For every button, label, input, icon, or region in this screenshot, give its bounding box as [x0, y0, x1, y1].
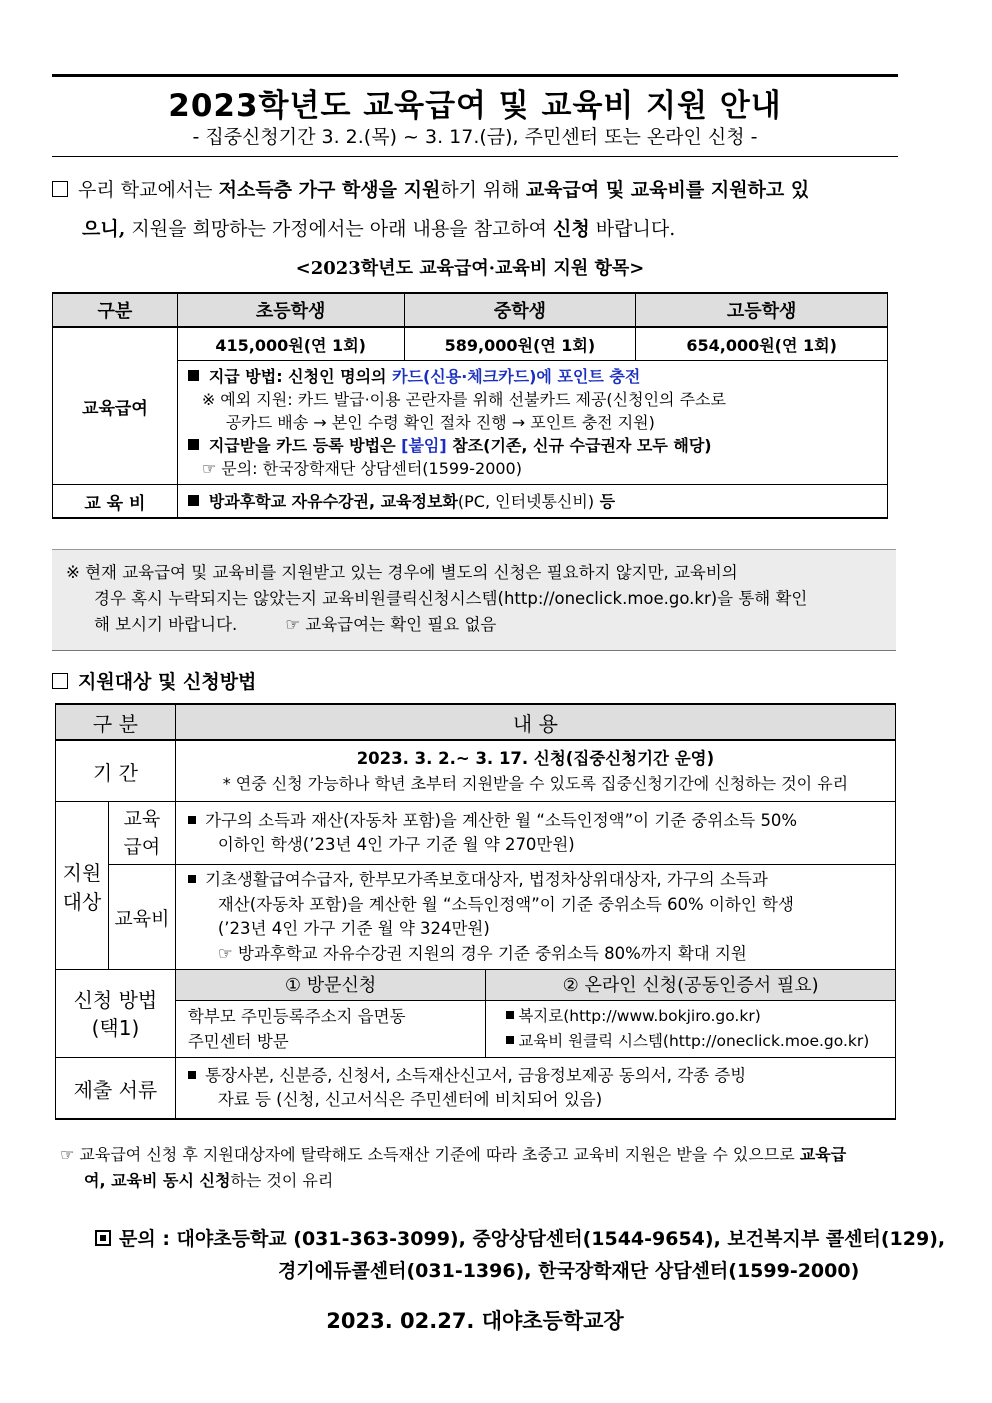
intro-text: 우리 학교에서는 [78, 179, 219, 201]
period-note: * 연중 신청 가능하나 학년 초부터 지원받을 수 있도록 집중신청기간에 신청하는 것이 유리 [222, 774, 849, 793]
square-bullet-icon [188, 495, 199, 506]
notice-line-2: 경우 혹시 누락되지는 않았는지 교육비원클릭신청시스템(http://oneclick.moe.go.kr)을 통해 확인 [94, 589, 808, 608]
footnote-emphasis: 교육급 [799, 1145, 847, 1164]
notice-line-3 [94, 612, 496, 637]
sub-label-text: 교육 [123, 808, 161, 830]
target-label [56, 802, 109, 970]
intro-text: 하기 위해 [440, 179, 526, 201]
pay-method-text: 지급 방법: 신청인 명의의 [208, 367, 393, 386]
inquiry-line: ☞ 문의: 한국장학재단 상담센터(1599-2000) [201, 459, 522, 478]
amount-row [53, 327, 888, 361]
edu-cost-label: 교 육 비 [53, 485, 178, 519]
edu-cost-row [53, 485, 888, 519]
edu-benefit-sub-label [108, 802, 175, 865]
intro-emphasis: 신청 [553, 218, 590, 240]
edu-cost-desc-1 [188, 868, 895, 893]
inquiry-square-icon [95, 1230, 111, 1246]
support-table-caption: <2023학년도 교육급여·교육비 지원 항목> [295, 258, 645, 279]
visit-text: 학부모 주민등록주소지 읍면동 [187, 1007, 406, 1026]
amount-middle: 589,000원(연 1회) [404, 327, 636, 361]
edu-cost-detail [177, 485, 887, 519]
footnote-text: ☞ 교육급여 신청 후 지원대상자에 탈락해도 소득재산 기준에 따라 초중고 교육비 지원은 받을 수 있으므로 [60, 1145, 800, 1164]
period-label: 기 간 [56, 740, 176, 802]
edu-cost-text: 방과후학교 자유수강권, 교육정보화 [208, 491, 458, 511]
edu-benefit-label: 교육급여 [53, 327, 178, 485]
footnote-line-2 [60, 1168, 950, 1194]
pay-method-highlight: 카드(신용·체크카드)에 포인트 충전 [392, 367, 641, 386]
docs-detail [175, 1058, 895, 1120]
intro-emphasis: 으니, [82, 218, 126, 240]
edu-cost-desc-4: ☞ 방과후학교 자유수강권 지원의 경우 기준 중위소득 80%까지 확대 지원 [217, 943, 747, 963]
desc-text: 가구의 소득과 재산(자동차 포함)을 계산한 월 “소득인정액”이 기준 중위소득 50% [205, 810, 798, 830]
docs-line-2: 자료 등 (신청, 신고서식은 주민센터에 비치되어 있음) [217, 1090, 603, 1109]
edu-benefit-desc-2: 이하인 학생(’23년 4인 가구 기준 월 약 270만원) [217, 835, 575, 854]
apply-method-header-row [56, 970, 896, 1001]
target-table [55, 703, 896, 1120]
edu-benefit-detail [177, 361, 887, 485]
exception-line-2: 공카드 배송 → 본인 수령 확인 절차 진행 → 포인트 충전 지원) [225, 413, 655, 432]
contact-line-2: 경기에듀콜센터(031-1396), 한국장학재단 상담센터(1599-2000) [278, 1260, 860, 1282]
target-label-text: 대상 [62, 889, 102, 914]
oneclick-link[interactable] [506, 1029, 895, 1054]
square-bullet-icon [188, 370, 199, 381]
notice-text: 해 보시기 바랍니다. [94, 615, 238, 634]
edu-cost-desc-3: (’23년 4인 가구 기준 월 약 324만원) [217, 919, 490, 938]
page-title: 2023학년도 교육급여 및 교육비 지원 안내 [168, 88, 782, 124]
edu-benefit-target-detail [175, 802, 895, 865]
edu-cost-target-row [56, 865, 896, 970]
square-bullet-icon [506, 1036, 514, 1044]
footnote-text: 하는 것이 유리 [230, 1171, 334, 1190]
edu-benefit-target-row [56, 802, 896, 865]
column-header: 고등학생 [636, 293, 888, 327]
register-text: 지급받을 카드 등록 방법은 [208, 436, 402, 455]
target-label-text: 지원 [62, 860, 102, 885]
apply-label-text: (택1) [91, 1015, 140, 1040]
page-subtitle: - 집중신청기간 3. 2.(목) ~ 3. 17.(금), 주민센터 또는 온라인 신청 - [192, 126, 758, 148]
square-bullet-icon [188, 439, 199, 450]
sub-label-text: 급여 [123, 836, 161, 858]
column-header: 구 분 [56, 704, 176, 740]
section-title-text: 지원대상 및 신청방법 [78, 671, 257, 693]
edu-cost-text: 등 [594, 491, 616, 511]
attachment-ref: [붙임] [401, 436, 447, 455]
signature: 2023. 02.27. 대야초등학교장 [326, 1309, 624, 1333]
period-detail [175, 740, 895, 802]
intro-text: 바랍니다. [589, 218, 676, 240]
checkbox-bullet-icon [52, 673, 68, 689]
footnote-emphasis: 여, 교육비 동시 신청 [84, 1171, 231, 1190]
square-bullet-icon [506, 1011, 514, 1019]
intro-line-2 [82, 214, 942, 241]
target-table-header [56, 704, 896, 740]
square-bullet-icon [188, 1071, 196, 1079]
intro-line-1 [52, 175, 952, 202]
register-text: 참조(기존, 신규 수급권자 모두 해당) [446, 436, 712, 455]
edu-cost-sub-label: 교육비 [108, 865, 175, 970]
exception-line-1: ※ 예외 지원: 카드 발급·이용 곤란자를 위해 선불카드 제공(신청인의 주소로 [201, 390, 726, 409]
intro-emphasis: 교육급여 및 교육비를 지원하고 있 [525, 179, 810, 201]
square-bullet-icon [188, 875, 196, 883]
docs-text: 통장사본, 신분증, 신청서, 소득재산신고서, 금융정보제공 동의서, 각종 증빙 [205, 1065, 747, 1085]
section-title [52, 667, 256, 694]
bokjiro-link[interactable] [506, 1004, 895, 1029]
support-table-header [53, 293, 888, 327]
link-text: 교육비 원클릭 시스템(http://oneclick.moe.go.kr) [518, 1032, 870, 1050]
contact-text: 문의 : 대야초등학교 (031-363-3099), 중앙상담센터(1544-9654), 보건복지부 콜센터(129), [119, 1228, 946, 1250]
square-bullet-icon [188, 816, 196, 824]
title-rule-bottom [52, 156, 898, 157]
apply-method-row [56, 1001, 896, 1058]
column-header: 구분 [53, 293, 178, 327]
column-header: 중학생 [404, 293, 636, 327]
period-main: 2023. 3. 2.~ 3. 17. 신청(집중신청기간 운영) [356, 749, 715, 768]
intro-emphasis: 저소득층 가구 학생을 지원 [218, 179, 441, 201]
visit-text: 주민센터 방문 [187, 1032, 289, 1051]
apply-label-text: 신청 방법 [73, 987, 158, 1012]
apply-label [56, 970, 176, 1058]
online-apply-header: ② 온라인 신청(공동인증서 필요) [486, 970, 896, 1001]
amount-high: 654,000원(연 1회) [636, 327, 888, 361]
column-header: 내 용 [175, 704, 895, 740]
column-header: 초등학생 [177, 293, 404, 327]
edu-cost-target-detail [175, 865, 895, 970]
period-row [56, 740, 896, 802]
desc-text: 기초생활급여수급자, 한부모가족보호대상자, 법정차상위대상자, 가구의 소득과 [205, 870, 768, 889]
visit-apply-detail [175, 1001, 485, 1058]
link-text: 복지로(http://www.bokjiro.go.kr) [518, 1007, 761, 1025]
contact-line-1 [95, 1224, 945, 1251]
edu-cost-text: (PC, 인터넷통신비) [457, 491, 595, 511]
notice-note: ☞ 교육급여는 확인 필요 없음 [285, 615, 497, 634]
pay-method [188, 365, 887, 388]
docs-line-1 [188, 1064, 895, 1089]
edu-cost-desc-2: 재산(자동차 포함)을 계산한 월 “소득인정액”이 기준 중위소득 60% 이하인 학생 [217, 894, 794, 914]
support-table [52, 292, 888, 519]
edu-benefit-desc-1 [188, 809, 895, 834]
footnote-line-1 [60, 1142, 950, 1168]
title-rule-top [52, 74, 898, 77]
amount-elementary: 415,000원(연 1회) [177, 327, 404, 361]
edu-benefit-detail-row [53, 361, 888, 485]
docs-label: 제출 서류 [56, 1058, 176, 1120]
docs-row [56, 1058, 896, 1120]
card-register [188, 434, 887, 457]
notice-box [52, 549, 896, 651]
online-apply-detail [486, 1001, 896, 1058]
notice-line-1: ※ 현재 교육급여 및 교육비를 지원받고 있는 경우에 별도의 신청은 필요하지 않지만, 교육비의 [66, 563, 738, 582]
checkbox-bullet-icon [52, 181, 68, 197]
intro-text: 지원을 희망하는 가정에서는 아래 내용을 참고하여 [125, 218, 554, 240]
footnote [60, 1142, 950, 1194]
visit-apply-header: ① 방문신청 [175, 970, 485, 1001]
